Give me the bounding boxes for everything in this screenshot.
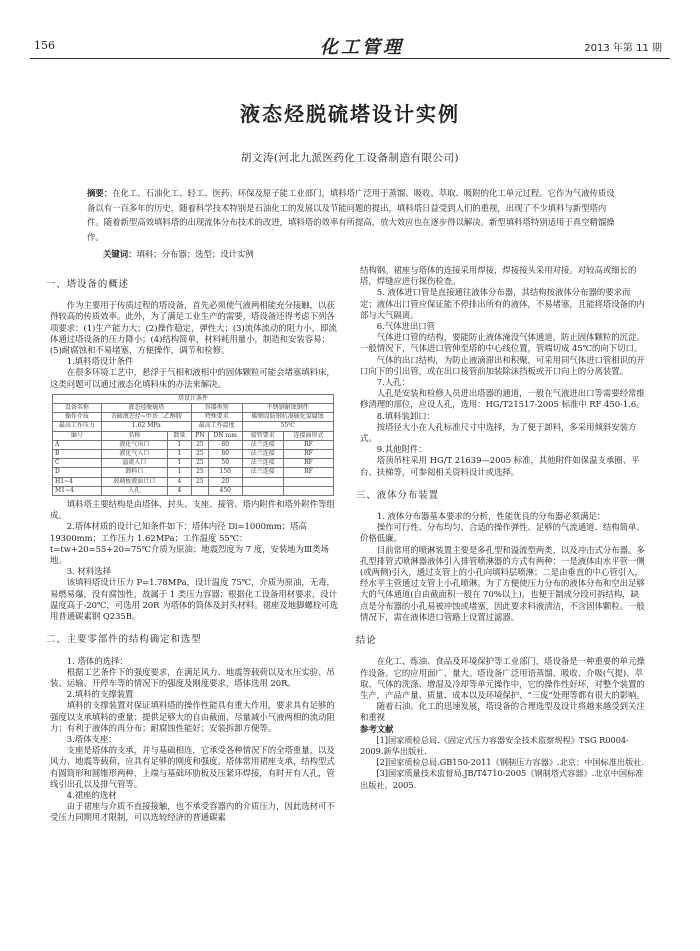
- table-cell: 液化气入口: [101, 450, 167, 459]
- table-cell: 25: [191, 459, 208, 468]
- issue-label: 2013 年第 11 期: [584, 43, 662, 54]
- table-cell: 4: [167, 477, 191, 486]
- abstract-text: 在化工、石油化工、轻工、医药、环保及原子能工业部门，填料塔广泛用于蒸馏、吸收、萃取、吸附的化工单元过程。它作为气液传质设备以有一百多年的历史，随着科学技术特别是石油化工的发展以及节能问题的提出，填料塔日益受到人们的重视，出现了不少填料与新型塔内件。随着新型高效填料塔的出现流体分布技术的改进，填料塔的效率有所提高，放大效应也在逐步得以解决。新型填料塔特别适用于真空精馏操作。: [87, 188, 615, 242]
- subheading: 3.塔体支座：: [66, 733, 117, 744]
- page-header: [30, 33, 670, 58]
- table-row: [53, 450, 334, 459]
- reference-item: [1]国家质检总局.《固定式压力容器安全技术监察规程》TSG R0004-2009.新华出版社.: [360, 734, 629, 756]
- table-cell: 操作介质: [53, 413, 102, 422]
- column-header: PN: [191, 431, 208, 440]
- table-cell: 450: [208, 486, 242, 495]
- paragraph: 由于裙座与介质不直接接触，也不承受容器内的介质压力，因此选材可不受压力同期用才限制，可以选较经济的普通碳素: [50, 801, 335, 823]
- article-title: 液态烃脱硫塔设计实例: [240, 102, 460, 126]
- paragraph: 根据工艺条件下的强度要求，在满足风力、地震等载荷以及水压实验、吊装、运输、开停车等的情况下的强度及刚度要求，塔体选用 20R。: [50, 666, 335, 688]
- paragraph: 目前常用的喷淋装置主要是多孔型和溢流型两类，以及冲击式分布器。多孔型排管式喷淋器液体引入排管喷淋器的方式有两种：一是液体由水平管一侧(或两侧)引入，通过支管上的小孔向填料层喷淋；二是由垂直的中心管引入，经水平主管通过支管上小孔喷淋。为了方便使压力分布的液体分布和空出足够大的气体通道(自由截面积一般在 70%以上)，也便于制成分段可拆结构，缺点是分布器的小孔易被冲蚀或堵塞，因此要求料液清洁，不含固体颗粒。一般情况下，需在液体进口管路上设置过滤器。: [360, 544, 645, 622]
- section-heading: 三、液体分布装置: [356, 489, 440, 501]
- table-cell: 液态烃脱硫塔: [101, 404, 191, 413]
- table-cell: 150: [208, 468, 242, 477]
- column-header: 接管要求: [242, 431, 283, 440]
- keywords-text: 填料；分布器；选型；设计实例: [136, 249, 254, 259]
- header-divider: [30, 58, 670, 59]
- subheading: 7.人孔：: [376, 377, 410, 388]
- paragraph: 2.塔体材质的设计已知条件如下：塔体内径 Di=1000mm；塔高 19300mm；工作压力 1.62MPa；工作温度 55℃：t=tw+20=55+20=75℃介质为原油；地震烈度为 7 度，安装地为Ⅲ类场地。: [50, 521, 329, 566]
- table-cell: D: [53, 468, 102, 477]
- reference-item: [2]国家质检总局.GB150-2011《钢制压力容器》.北京：中国标准出版社.: [376, 757, 645, 768]
- table-cell: 25: [191, 450, 208, 459]
- table-cell: 最高工作压力: [53, 422, 102, 431]
- table-cell: [283, 486, 333, 495]
- table-cell: 25: [191, 477, 208, 486]
- subheading: 8.填料装卸口：: [376, 410, 436, 421]
- table-row: [53, 404, 334, 413]
- table-cell: 80: [208, 450, 242, 459]
- table-cell: 玻璃板液面计口: [101, 477, 167, 486]
- table-cell: 人孔: [101, 486, 167, 495]
- table-cell: 设备名称: [53, 404, 102, 413]
- subheading: 3. 材料选择: [66, 566, 111, 577]
- table-row: [53, 440, 334, 449]
- paragraph: 作为主要用于传质过程的塔设备，首先必须使气液两相能充分接触，以获得较高的传质效率。此外，为了满足工业生产的需要，塔设备还得考虑下列各项要求：(1)生产能力大；(2)操作稳定，弹性大；(3)流体流动的阻力小，即流体通过塔设备的压力降小；(4)结构简单，材料耗用量小，制造和安装容易；(5)耐腐蚀和不易堵塞，方便操作，调节和检修。: [50, 300, 337, 356]
- paragraph: 随着石油、化工的迅速发展，塔设备的合理选型及设计将越来越受到关注和重视: [360, 701, 645, 723]
- table-cell: 1: [167, 468, 191, 477]
- section-heading: 二、主要零部件的结构确定和选型: [46, 634, 202, 646]
- table-row: [53, 477, 334, 486]
- column-header: DN mm: [208, 431, 242, 440]
- table-row: [53, 413, 334, 422]
- table-cell: 法兰连接: [242, 468, 283, 477]
- paragraph: 塔顶吊柱采用 HG/T 21639—2005 标准，其他附件如保温支承圈、平台、扶梯等，可参阅相关资料设计或选择。: [360, 455, 640, 477]
- paragraph: 该填料塔设计压力 P=1.78MPa，设计温度 75℃，介质为原油，无毒，易燃易爆，没有腐蚀性，故属于 1 类压力容器；根据化工设备用材要求，设计温度高于-20℃，可选用 20R 为塔体的筒体及封头材料。裙座及地脚螺栓可选用普通碳素钢 Q235B。: [50, 577, 339, 622]
- section-heading: 一、塔设备的概述: [46, 279, 130, 290]
- table-cell: C: [53, 459, 102, 468]
- paragraph: 按塔径大小在人孔标准尺寸中选择，为了便于卸料，多采用倾斜安装方式。: [360, 421, 637, 444]
- paragraph: 在很多环境工艺中，悬浮于气相和液相中的固体颗粒可能会堵塞填料床，这类问题可以通过液态化填料床的办法来解决。: [50, 367, 335, 389]
- paragraph: 5. 液体进口管是直接通往液体分布器，其结构按液体分布器的要求而定；液体出口管应保证能不停排出所有的液体，不易堵塞，且能将塔设备的内部与大气隔离。: [360, 287, 645, 320]
- table-cell: 25: [191, 468, 208, 477]
- subheading: 1. 塔体的选择：: [66, 655, 128, 666]
- table-cell: 1: [167, 459, 191, 468]
- conclusion-heading: 结论: [356, 635, 377, 647]
- table-cell: 4: [167, 486, 191, 495]
- paragraph: 结构钢。裙座与塔体的连接采用焊接，焊接接头采用对接。对较高或细长的塔，焊缝应进行探伤检查。: [360, 265, 637, 287]
- reference-item: [3]国家质量技术监督局.JB/T4710-2005《钢制塔式容器》.北京中国标准出版社，2005.: [360, 768, 644, 790]
- table-row: [53, 486, 334, 495]
- table-cell: 最高工作温度: [191, 422, 242, 431]
- column-header: 数量: [167, 431, 191, 440]
- table-cell: 1: [167, 440, 191, 449]
- design-conditions-table: [52, 394, 334, 496]
- table-cell: 法兰连接: [242, 450, 283, 459]
- left-column: [46, 265, 340, 824]
- table-cell: [242, 477, 283, 486]
- paragraph: 操作可行性、分布均匀、合适的操作弹性、足够的气流通道、结构简单、价格低廉。: [360, 522, 645, 544]
- table-cell: M1~4: [53, 486, 102, 495]
- table-cell: 卸料口: [101, 468, 167, 477]
- subheading: 4.裙座的选材: [66, 789, 117, 800]
- table-title: 塔设计条件: [53, 394, 334, 403]
- paragraph: 气体进口管的结构，要能防止液体淹没气体通道，防止固体颗粒的沉淀。一般情况下，气体进口管伸至塔的中心线位置，管端切成 45℃的向下切口。: [360, 332, 645, 354]
- paragraph: 1. 液体分布器基本要求的分析，性能优良的分布器必须满足：: [376, 511, 606, 522]
- column-header: 名称: [101, 431, 167, 440]
- references-heading: 参考文献: [360, 723, 394, 734]
- table-cell: B: [53, 450, 102, 459]
- keywords: [103, 248, 623, 260]
- paragraph: 在化工、炼油、食品及环境保护等工业部门，塔设备是一种重要的单元操作设备。它的应用面广、量大。塔设备广泛用语蒸馏、吸收、介吸(气提)、萃取、气体的洗涤、增湿及冷却等单元操作中，它的操作性好坏，对整个装置的生产，产品产量、质量、成本以及环境保护、“三废”处理等都有很大的影响。: [360, 656, 645, 700]
- paragraph: 气体的出口结构，为防止液滴滞出和积聚，可采用同气体进口管相识的开口向下的引出管，或在出口接管前加装除沫挡板或开口向上的分离装置。: [360, 354, 645, 376]
- table-cell: H1~4: [53, 477, 102, 486]
- table-cell: 法兰连接: [242, 459, 283, 468]
- subheading: 9.其他附件：: [376, 444, 427, 455]
- table-cell: [242, 486, 283, 495]
- table-cell: 容器类别: [191, 404, 242, 413]
- table-cell: 50: [208, 459, 242, 468]
- table-cell: 碳钢设防钢抗湿硫化氢腐蚀: [242, 413, 333, 422]
- keywords-label: 关键词：: [103, 249, 137, 259]
- paragraph: 填料的支撑装置对保证填料塔的操作性能具有重大作用，要求具有足够的强度以支承填料的重量；提供足够大的自由截面，尽量减小气液两相的流动阻力；有利于液体的再分布；耐腐蚀性能好；安装拆卸方便等。: [50, 700, 335, 733]
- journal-name: 化工管理: [320, 37, 404, 58]
- table-cell: 法兰连接: [242, 440, 283, 449]
- table-cell: 25: [191, 440, 208, 449]
- table-cell: 液化气出口: [101, 440, 167, 449]
- column-header: 连接面形式: [283, 431, 333, 440]
- table-cell: RF: [283, 459, 333, 468]
- table-cell: 80: [208, 440, 242, 449]
- table-row: [53, 459, 334, 468]
- table-cell: 1: [167, 450, 191, 459]
- abstract-label: 摘要：: [87, 188, 113, 198]
- column-header: 编号: [53, 431, 102, 440]
- paragraph: 支座是塔体的支承，并与基础相连，它承受各种情况下的全塔重量，以及风力、地震等载荷，应具有足够的刚度和强度。塔体常用裙座支承，结构型式有圆筒形和圆锥形两种，上端与基础环肋板及压紧环焊接，有时开有人孔，管线引出孔以及排气管等。: [50, 745, 335, 789]
- table-cell: A: [53, 440, 102, 449]
- table-cell: RF: [283, 440, 333, 449]
- table-cell: 1.62 MPa: [101, 422, 191, 431]
- table-row: [53, 422, 334, 431]
- right-column: [356, 265, 645, 791]
- page-number: 156: [34, 39, 55, 52]
- subheading: 2.填料的支撑装置: [66, 689, 134, 700]
- table-header-row: [53, 431, 334, 440]
- subheading: 1.填料塔设计条件: [66, 356, 134, 367]
- table-cell: 溢流入口: [101, 459, 167, 468]
- table-cell: RF: [283, 450, 333, 459]
- table-row: [53, 468, 334, 477]
- subheading: 6.气体进出口管: [376, 321, 436, 332]
- table-cell: 特殊要求: [191, 413, 242, 422]
- paragraph: 人孔是安装和检修人员进出塔器的通道，一般在气液进出口等需要经常维修清理的部位，应设人孔，选用：HG/T21517-2005 标准中 RF 450-1.6。: [360, 388, 645, 410]
- table-cell: 55℃: [242, 422, 333, 431]
- article-author: 胡文涛(河北九派医药化工设备制造有限公司): [240, 152, 460, 164]
- table-cell: 20: [208, 477, 242, 486]
- paragraph: 填料塔主要结构是由塔体、封头、支座、接管、塔内附件和塔外附件等组成。: [50, 499, 335, 521]
- table-cell: 含硫液态烃~甲基二乙醇胺: [101, 413, 191, 422]
- table-cell: 不锈钢耐蚀钢件: [242, 404, 333, 413]
- abstract: [87, 186, 617, 244]
- table-cell: [283, 477, 333, 486]
- table-cell: RF: [283, 468, 333, 477]
- table-cell: [191, 486, 208, 495]
